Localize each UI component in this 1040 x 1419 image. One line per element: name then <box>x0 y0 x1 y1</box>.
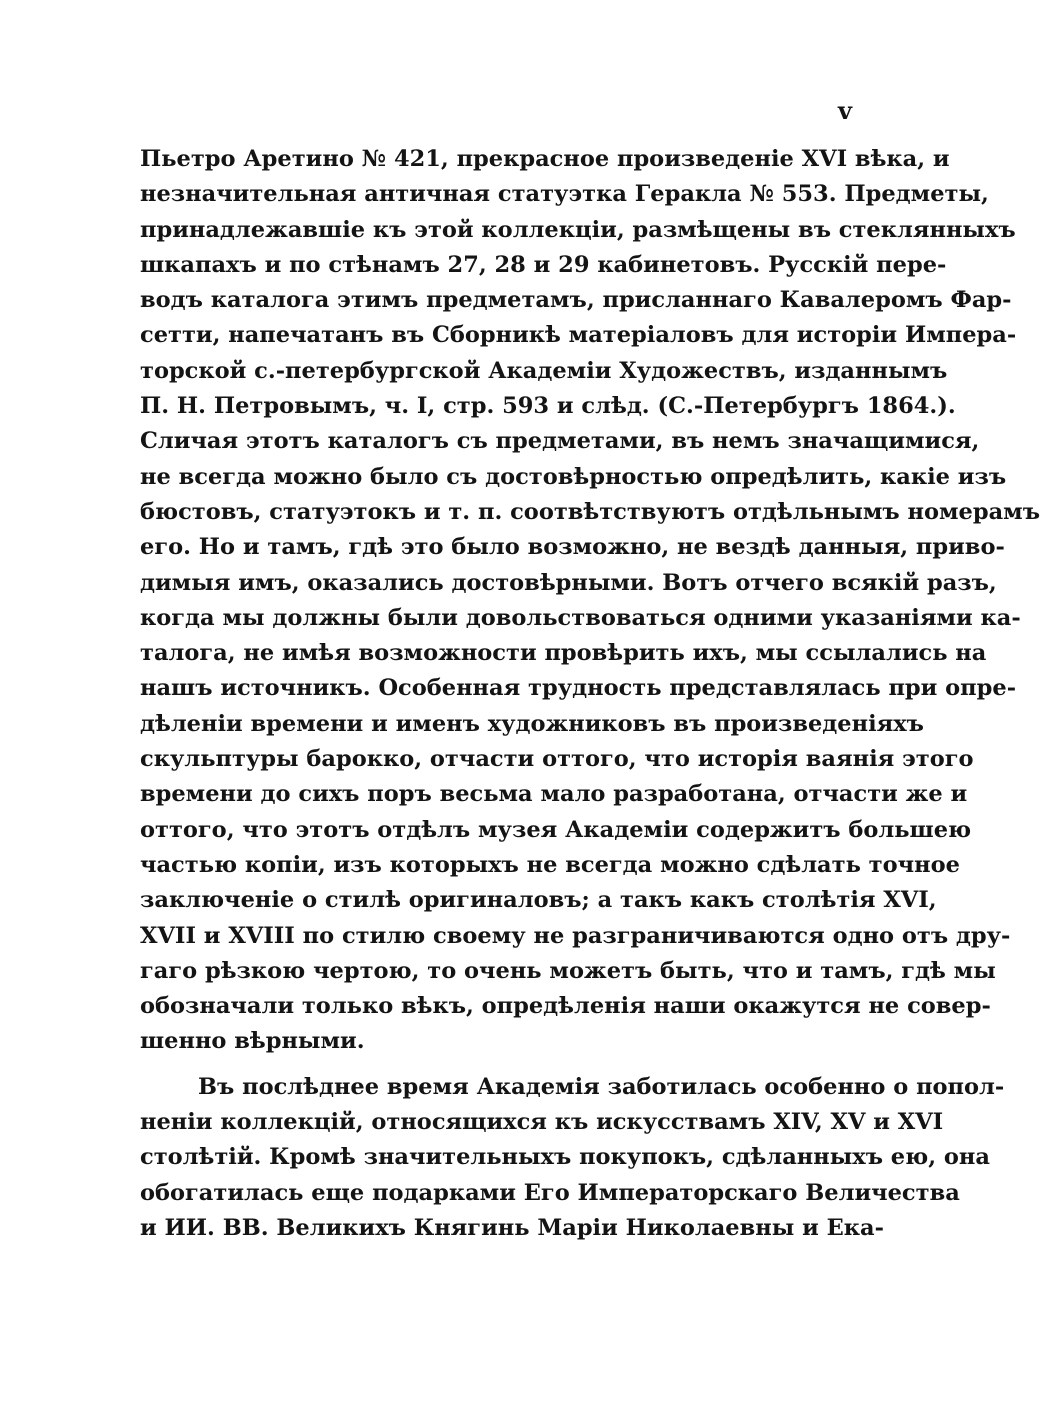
text-line: шкапахъ и по стѣнамъ 27, 28 и 29 кабинетовъ. Русскій пере- <box>140 251 947 278</box>
text-line: XVII и XVIII по стилю своему не разграничиваются одно отъ дру- <box>140 922 1011 949</box>
text-line: когда мы должны были довольствоваться одними указаніями ка- <box>140 604 1021 631</box>
text-line: гаго рѣзкою чертою, то очень можетъ быть, что и тамъ, гдѣ мы <box>140 957 996 984</box>
body-text <box>140 142 1040 1246</box>
text-line: принадлежавшіе къ этой коллекціи, размѣщены въ стеклянныхъ <box>140 216 1016 243</box>
paragraph-gap <box>140 1060 860 1070</box>
text-line: его. Но и тамъ, гдѣ это было возможно, не вездѣ данныя, приво- <box>140 534 1005 561</box>
text-line: торской с.-петербургской Академіи Художествъ, изданнымъ <box>140 357 948 384</box>
text-line: водъ каталога этимъ предметамъ, присланнаго Кавалеромъ Фар- <box>140 287 1012 314</box>
text-line: сетти, напечатанъ въ Сборникѣ матеріаловъ для исторіи Импера- <box>140 322 1017 349</box>
text-line: Пьетро Аретино № 421, прекрасное произведеніе XVI вѣка, и <box>140 146 950 172</box>
text-line: не всегда можно было съ достовѣрностью опредѣлить, какіе изъ <box>140 463 1007 490</box>
text-line: оттого, что этотъ отдѣлъ музея Академіи содержитъ большею <box>140 816 972 843</box>
text-line: столѣтій. Кромѣ значительныхъ покупокъ, сдѣланныхъ ею, она <box>140 1144 990 1171</box>
text-line: П. Н. Петровымъ, ч. I, стр. 593 и слѣд. (С.-Петербургъ 1864.). <box>140 393 956 420</box>
text-line: обогатилась еще подарками Его Императорскаго Величества <box>140 1179 960 1206</box>
text-line: обозначали только вѣкъ, опредѣленія наши окажутся не совер- <box>140 993 991 1020</box>
text-line: и ИИ. ВВ. Великихъ Княгинь Маріи Николаевны и Ека- <box>140 1214 884 1241</box>
text-line: шенно вѣрными. <box>140 1028 365 1055</box>
text-line: незначительная античная статуэтка Геракла № 553. Предметы, <box>140 181 989 208</box>
text-line: скульптуры барокко, отчасти оттого, что исторія ваянія этого <box>140 746 974 773</box>
text-line: бюстовъ, статуэтокъ и т. п. соотвѣтствуютъ отдѣльнымъ номерамъ <box>140 498 1040 525</box>
text-line: дѣленіи времени и именъ художниковъ въ произведеніяхъ <box>140 710 924 737</box>
text-line: времени до сихъ поръ весьма мало разработана, отчасти же и <box>140 781 968 808</box>
text-line: частью копіи, изъ которыхъ не всегда можно сдѣлать точное <box>140 851 960 878</box>
text-line: неніи коллекцій, относящихся къ искусствамъ XIV, XV и XVI <box>140 1109 944 1136</box>
page-number: v <box>838 96 853 125</box>
paragraph-2 <box>140 1070 1005 1246</box>
text-line: Сличая этотъ каталогъ съ предметами, въ немъ значащимися, <box>140 428 980 455</box>
text-line: заключеніе о стилѣ оригиналовъ; а такъ какъ столѣтія XVI, <box>140 887 937 914</box>
text-line: Въ послѣднее время Академія заботилась особенно о попол- <box>198 1073 1005 1100</box>
text-line: нашъ источникъ. Особенная трудность представлялась при опре- <box>140 675 1017 702</box>
paragraph-1 <box>140 142 1040 1060</box>
text-line: талога, не имѣя возможности провѣрить ихъ, мы ссылались на <box>140 640 987 667</box>
text-line: димыя имъ, оказались достовѣрными. Вотъ отчего всякій разъ, <box>140 569 997 596</box>
